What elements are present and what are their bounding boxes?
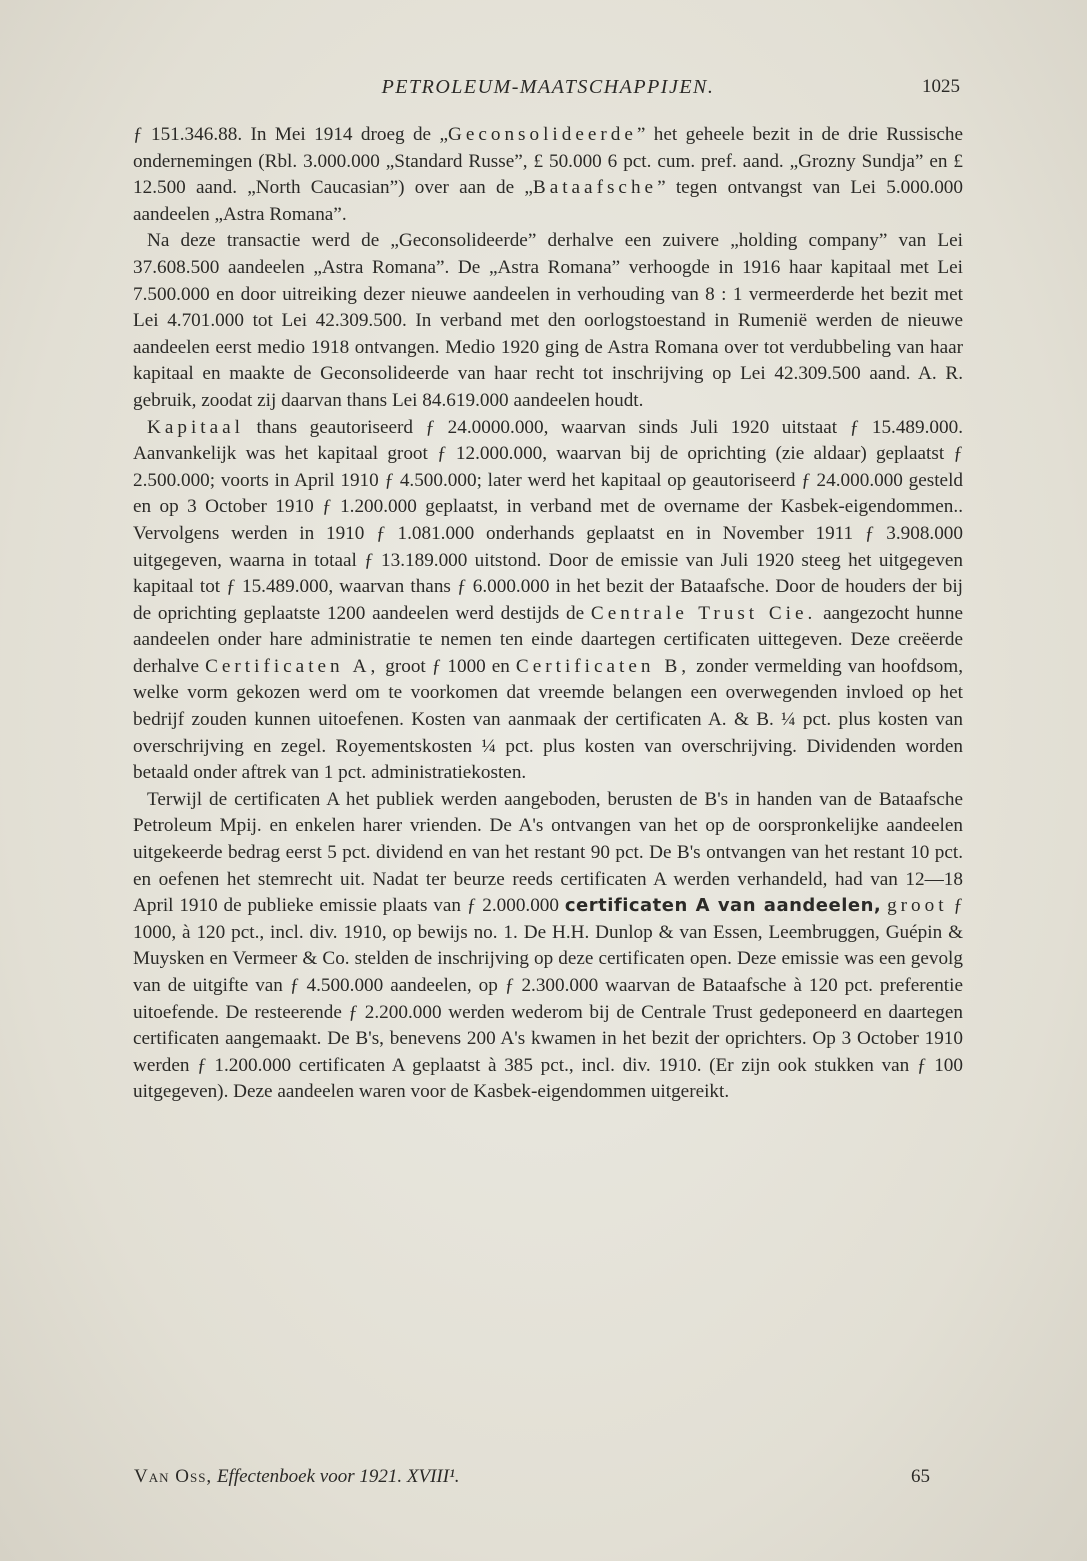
text-run: ƒ 151.346.88. In Mei 1914 droeg de „ bbox=[133, 124, 448, 145]
page-footer bbox=[134, 1466, 964, 1500]
paragraph-4 bbox=[133, 787, 963, 1106]
text-run: groot ƒ 1000 en bbox=[379, 655, 516, 677]
text-run: aangezocht hunne aandeelen onder hare administratie te nemen ten einde daartegen certificaten uittegeven. Deze creëerde derhalve bbox=[133, 602, 963, 677]
page-number: 1025 bbox=[922, 76, 960, 97]
spaced-term: Geconsolideerde bbox=[447, 124, 637, 145]
text-run: thans geautoriseerd ƒ 24.0000.000, waarvan sinds Juli 1920 uitstaat ƒ 15.489.000. Aanvankelijk was het kapitaal groot ƒ 12.000.000, waarvan bij de oprichting (zie aldaar) geplaatst ƒ 2.500.000; voorts in April 1910 ƒ 4.500.000; later werd het kapitaal op geautoriseerd ƒ 24.000.000 gesteld en op 3 October 1910 ƒ 1.200.000 geplaatst, in verband met de overname der Kasbek-eigendommen.. Vervolgens werden in 1910 ƒ 1.081.000 onderhands geplaatst en in November 1911 ƒ 3.908.000 uitgegeven, waarna in totaal ƒ 13.189.000 uitstond. Door de emissie van Juli 1920 steeg het uitgegeven kapitaal tot ƒ 15.489.000, waarvan thans ƒ 6.000.000 in het bezit der Bataafsche. Door de houders der bij de oprichting geplaatste 1200 aandeelen werd destijds de bbox=[133, 416, 963, 624]
spaced-term: Certificaten B, bbox=[515, 655, 691, 677]
text-run: ” het geheele bezit in de drie Russische ondernemingen (Rbl. 3.000.000 „Standard Russe”, £ 50.000 6 pct. cum. pref. aand. „Grozny Sundja” en £ 12.500 aand. „North Caucasian”) over aan de „ bbox=[133, 124, 963, 199]
body-text bbox=[133, 122, 963, 1106]
spaced-term: groot bbox=[887, 895, 948, 917]
text-run: ƒ 1000, à 120 pct., incl. div. 1910, op bewijs no. 1. De H.H. Dunlop & van Essen, Leembruggen, Guépin & Muysken en Vermeer & Co. stelden de inschrijving op deze certificaten open. Deze emissie was een gevolg van de uitgifte van ƒ 4.500.000 aandeelen, op ƒ 2.300.000 waarvan de Bataafsche à 120 pct. preferentie uitoefende. De resteerende ƒ 2.200.000 werden wederom bij de Centrale Trust gedeponeerd en daartegen certificaten aangemaakt. De B's, benevens 200 A's kwamen in het bezit der oprichters. Op 3 October 1910 werden ƒ 1.200.000 certificaten A geplaatst à 385 pct., incl. div. 1910. (Er zijn ook stukken van ƒ 100 uitgegeven). Deze aandeelen waren voor de Kasbek-eigendommen uitgereikt. bbox=[133, 895, 964, 1103]
footer-citation bbox=[134, 1466, 460, 1488]
footer-book-title: Effectenboek voor 1921. XVIII¹. bbox=[212, 1466, 460, 1487]
text-run: Terwijl de certificaten A het publiek werden aangeboden, berusten de B's in handen van de Bataafsche Petroleum Mpij. en enkelen harer vrienden. De A's ontvangen van het op de oorspronkelijke aandeelen uitgekeerde bedrag eerst 5 pct. dividend en van het restant 90 pct. De B's ontvangen van het restant 10 pct. en oefenen het stemrecht uit. Nadat ter beurze reeds certificaten A werden verhandeld, had van 12—18 April 1910 de publieke emissie plaats van ƒ 2.000.000 bbox=[133, 788, 963, 917]
spaced-term: Kapitaal bbox=[147, 416, 244, 438]
paragraph-1 bbox=[133, 122, 963, 228]
spaced-term: Certificaten A, bbox=[205, 655, 380, 677]
running-title: PETROLEUM-MAATSCHAPPIJEN. bbox=[381, 76, 715, 98]
bold-term: certificaten A van aandeelen, bbox=[564, 895, 882, 917]
page-header bbox=[132, 70, 964, 110]
spaced-term: Centrale Trust Cie. bbox=[590, 602, 817, 624]
footer-author: Van Oss, bbox=[134, 1466, 213, 1487]
text-run: ” tegen ontvangst van Lei 5.000.000 aandeelen „Astra Romana”. bbox=[133, 177, 963, 225]
text-run: zonder vermelding van hoofdsom, welke vorm gekozen werd om te voorkomen dat vreemde belangen een overwegenden invloed op het bedrijf zouden kunnen uitoefenen. Kosten van aanmaak der certificaten A. & B. ¼ pct. plus kosten van overschrijving en zegel. Royementskosten ¼ pct. plus kosten van overschrijving. Dividenden worden betaald onder aftrek van 1 pct. administratiekosten. bbox=[133, 655, 963, 784]
paragraph-3 bbox=[133, 415, 963, 787]
spaced-term: Bataafsche bbox=[532, 177, 658, 199]
footer-page-number: 65 bbox=[911, 1466, 930, 1487]
paragraph-2: Na deze transactie werd de „Geconsolideerde” derhalve een zuivere „holding company” van Lei 37.608.500 aandeelen „Astra Romana”. De „Astra Romana” verhoogde in 1916 haar kapitaal met Lei 7.500.000 en door uitreiking dezer nieuwe aandeelen in verhouding van 8 : 1 vermeerderde het bezit met Lei 4.701.000 tot Lei 42.309.500. In verband met den oorlogstoestand in Rumenië werden de nieuwe aandeelen eerst medio 1918 ontvangen. Medio 1920 ging de Astra Romana over tot verdubbeling van haar kapitaal en maakte de Geconsolideerde van haar recht tot inschrijving op Lei 42.309.500 aand. A. R. gebruik, zoodat zij daarvan thans Lei 84.619.000 aandeelen houdt. bbox=[133, 230, 963, 411]
